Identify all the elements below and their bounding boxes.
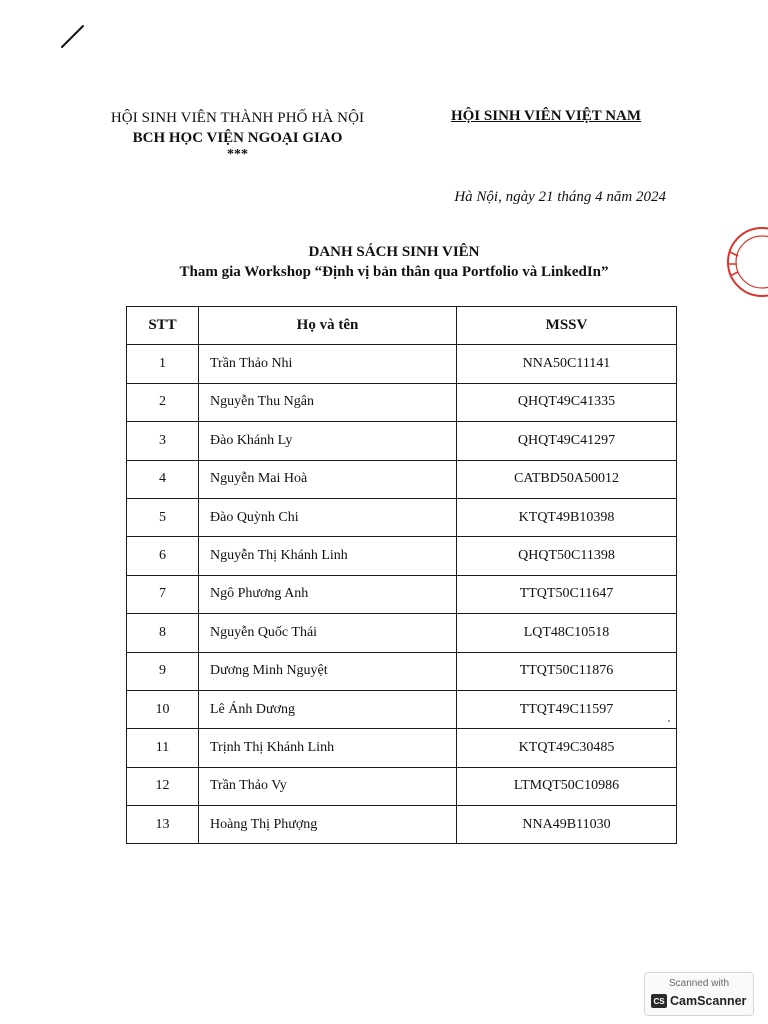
row-stt: 13 [127, 806, 199, 844]
row-student-id: QHQT49C41335 [457, 383, 677, 421]
camscanner-watermark [644, 972, 754, 1016]
header-stt: STT [127, 307, 199, 345]
row-name: Trịnh Thị Khánh Linh [199, 729, 457, 767]
row-name: Ngô Phương Anh [199, 575, 457, 613]
brand-row [651, 993, 746, 1009]
row-stt: 11 [127, 729, 199, 767]
table-row [127, 537, 677, 575]
row-name: Nguyễn Quốc Thái [199, 614, 457, 652]
table-row [127, 729, 677, 767]
row-stt: 10 [127, 690, 199, 728]
row-stt: 3 [127, 422, 199, 460]
document-subtitle [120, 262, 668, 282]
row-stt: 1 [127, 345, 199, 383]
row-stt: 9 [127, 652, 199, 690]
row-stt: 8 [127, 614, 199, 652]
issuer-header [100, 108, 375, 162]
row-student-id: LQT48C10518 [457, 614, 677, 652]
row-stt: 6 [127, 537, 199, 575]
row-student-id: LTMQT50C10986 [457, 767, 677, 805]
row-student-id: NNA50C11141 [457, 345, 677, 383]
red-seal-stamp-icon [718, 222, 768, 302]
row-name: Nguyễn Thị Khánh Linh [199, 537, 457, 575]
header-name: Họ và tên [199, 307, 457, 345]
header-student-id: MSSV [457, 307, 677, 345]
row-student-id: TTQT50C11876 [457, 652, 677, 690]
document-title: DANH SÁCH SINH VIÊN [308, 244, 480, 260]
row-stt: 2 [127, 383, 199, 421]
row-stt: 7 [127, 575, 199, 613]
row-stt: 4 [127, 460, 199, 498]
scanned-with-label: Scanned with [668, 978, 730, 989]
table-row [127, 345, 677, 383]
place-date: Hà Nội, ngày 21 tháng 4 năm 2024 [454, 189, 666, 205]
issuer-branch: BCH HỌC VIỆN NGOẠI GIAO [132, 130, 343, 146]
pen-stroke-icon [58, 22, 88, 52]
table-row [127, 767, 677, 805]
row-student-id: KTQT49B10398 [457, 498, 677, 536]
row-name: Nguyễn Mai Hoà [199, 460, 457, 498]
table-row [127, 652, 677, 690]
table-row [127, 690, 677, 728]
row-student-id: CATBD50A50012 [457, 460, 677, 498]
table-row [127, 614, 677, 652]
scan-speck [668, 720, 670, 722]
row-name: Trần Thảo Nhi [199, 345, 457, 383]
header-separator-stars: *** [227, 147, 248, 162]
row-student-id: NNA49B11030 [457, 806, 677, 844]
row-stt: 5 [127, 498, 199, 536]
row-stt: 12 [127, 767, 199, 805]
row-student-id: TTQT50C11647 [457, 575, 677, 613]
issuer-parent-org: HỘI SINH VIÊN THÀNH PHỐ HÀ NỘI [110, 110, 365, 126]
table-header-row [127, 307, 677, 345]
row-name: Trần Thảo Vy [199, 767, 457, 805]
camscanner-brand: CamScanner [670, 994, 747, 1008]
table-row [127, 498, 677, 536]
row-student-id: KTQT49C30485 [457, 729, 677, 767]
row-name: Đào Quỳnh Chi [199, 498, 457, 536]
row-name: Đào Khánh Ly [199, 422, 457, 460]
row-name: Hoàng Thị Phượng [199, 806, 457, 844]
row-name: Nguyễn Thu Ngân [199, 383, 457, 421]
row-student-id: TTQT49C11597 [457, 690, 677, 728]
national-org-header: HỘI SINH VIÊN VIỆT NAM [450, 108, 642, 124]
row-name: Dương Minh Nguyệt [199, 652, 457, 690]
subtitle-prefix: Tham gia Workshop [179, 264, 315, 280]
table-row [127, 806, 677, 844]
table-body [127, 345, 677, 844]
table-row [127, 575, 677, 613]
table-row [127, 383, 677, 421]
student-list-table [126, 306, 677, 844]
row-name: Lê Ánh Dương [199, 690, 457, 728]
row-student-id: QHQT50C11398 [457, 537, 677, 575]
row-student-id: QHQT49C41297 [457, 422, 677, 460]
table-row [127, 422, 677, 460]
workshop-name: “Định vị bản thân qua Portfolio và LinkedIn” [314, 264, 609, 280]
table-row [127, 460, 677, 498]
camscanner-logo-icon: CS [651, 994, 667, 1008]
